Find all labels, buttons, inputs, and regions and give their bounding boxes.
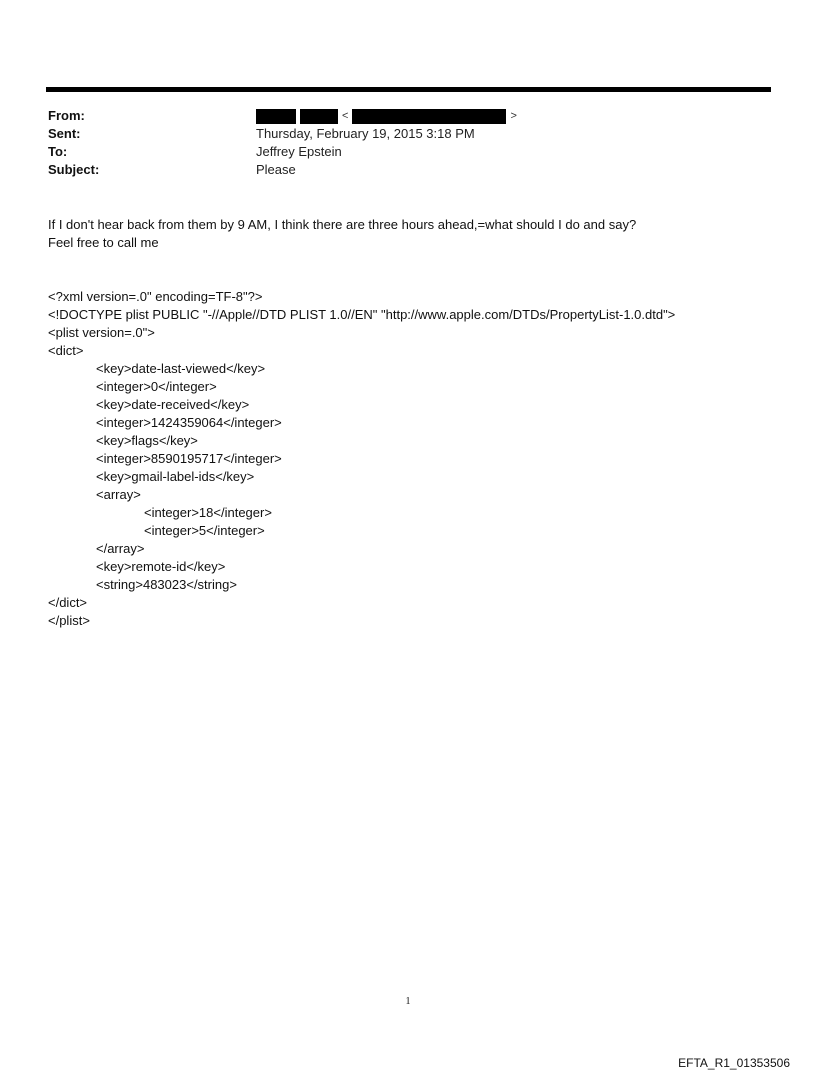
plist-line: <key>remote-id</key> [96,559,226,574]
to-value: Jeffrey Epstein [256,144,342,159]
subject-row [48,161,768,179]
subject-value: Please [256,162,296,177]
plist-line: <dict> [48,343,84,358]
plist-line: </dict> [48,595,88,610]
to-row [48,143,768,161]
subject-label: Subject: [48,162,100,177]
plist-line: <key>date-received</key> [96,397,250,412]
plist-block [48,288,768,630]
from-label: From: [48,108,85,123]
plist-line: <!DOCTYPE plist PUBLIC "-//Apple//DTD PLIST 1.0//EN" "http://www.apple.com/DTDs/PropertyList-1.0.dtd"> [48,307,676,322]
sent-value: Thursday, February 19, 2015 3:18 PM [256,126,475,141]
plist-line: <integer>1424359064</integer> [96,415,282,430]
plist-line: <integer>5</integer> [144,523,265,538]
sent-row [48,125,768,143]
body-line: If I don't hear back from them by 9 AM, I think there are three hours ahead,=what should I do and say? [48,217,637,232]
redaction-box [256,109,296,124]
plist-line: <plist version=.0"> [48,325,155,340]
body-line: Feel free to call me [48,235,159,250]
plist-line: <integer>0</integer> [96,379,217,394]
email-body [48,216,768,252]
plist-line: <key>date-last-viewed</key> [96,361,266,376]
plist-line: <key>gmail-label-ids</key> [96,469,255,484]
plist-line: <string>483023</string> [96,577,237,592]
plist-line: </plist> [48,613,90,628]
from-row [48,107,768,125]
from-value [256,107,768,125]
email-open-bracket: < [342,110,349,122]
page-number: 1 [405,996,411,1007]
redaction-box [352,109,506,124]
redaction-box [300,109,338,124]
plist-line: </array> [96,541,145,556]
email-close-bracket: > [510,110,517,122]
sent-label: Sent: [48,126,81,141]
plist-line: <integer>18</integer> [144,505,272,520]
to-label: To: [48,144,68,159]
plist-line: <integer>8590195717</integer> [96,451,282,466]
header-divider [46,87,771,92]
plist-line: <key>flags</key> [96,433,198,448]
plist-line: <?xml version=.0" encoding=TF-8"?> [48,289,263,304]
email-header [48,107,768,179]
plist-line: <array> [96,487,141,502]
document-id: EFTA_R1_01353506 [678,1056,790,1070]
